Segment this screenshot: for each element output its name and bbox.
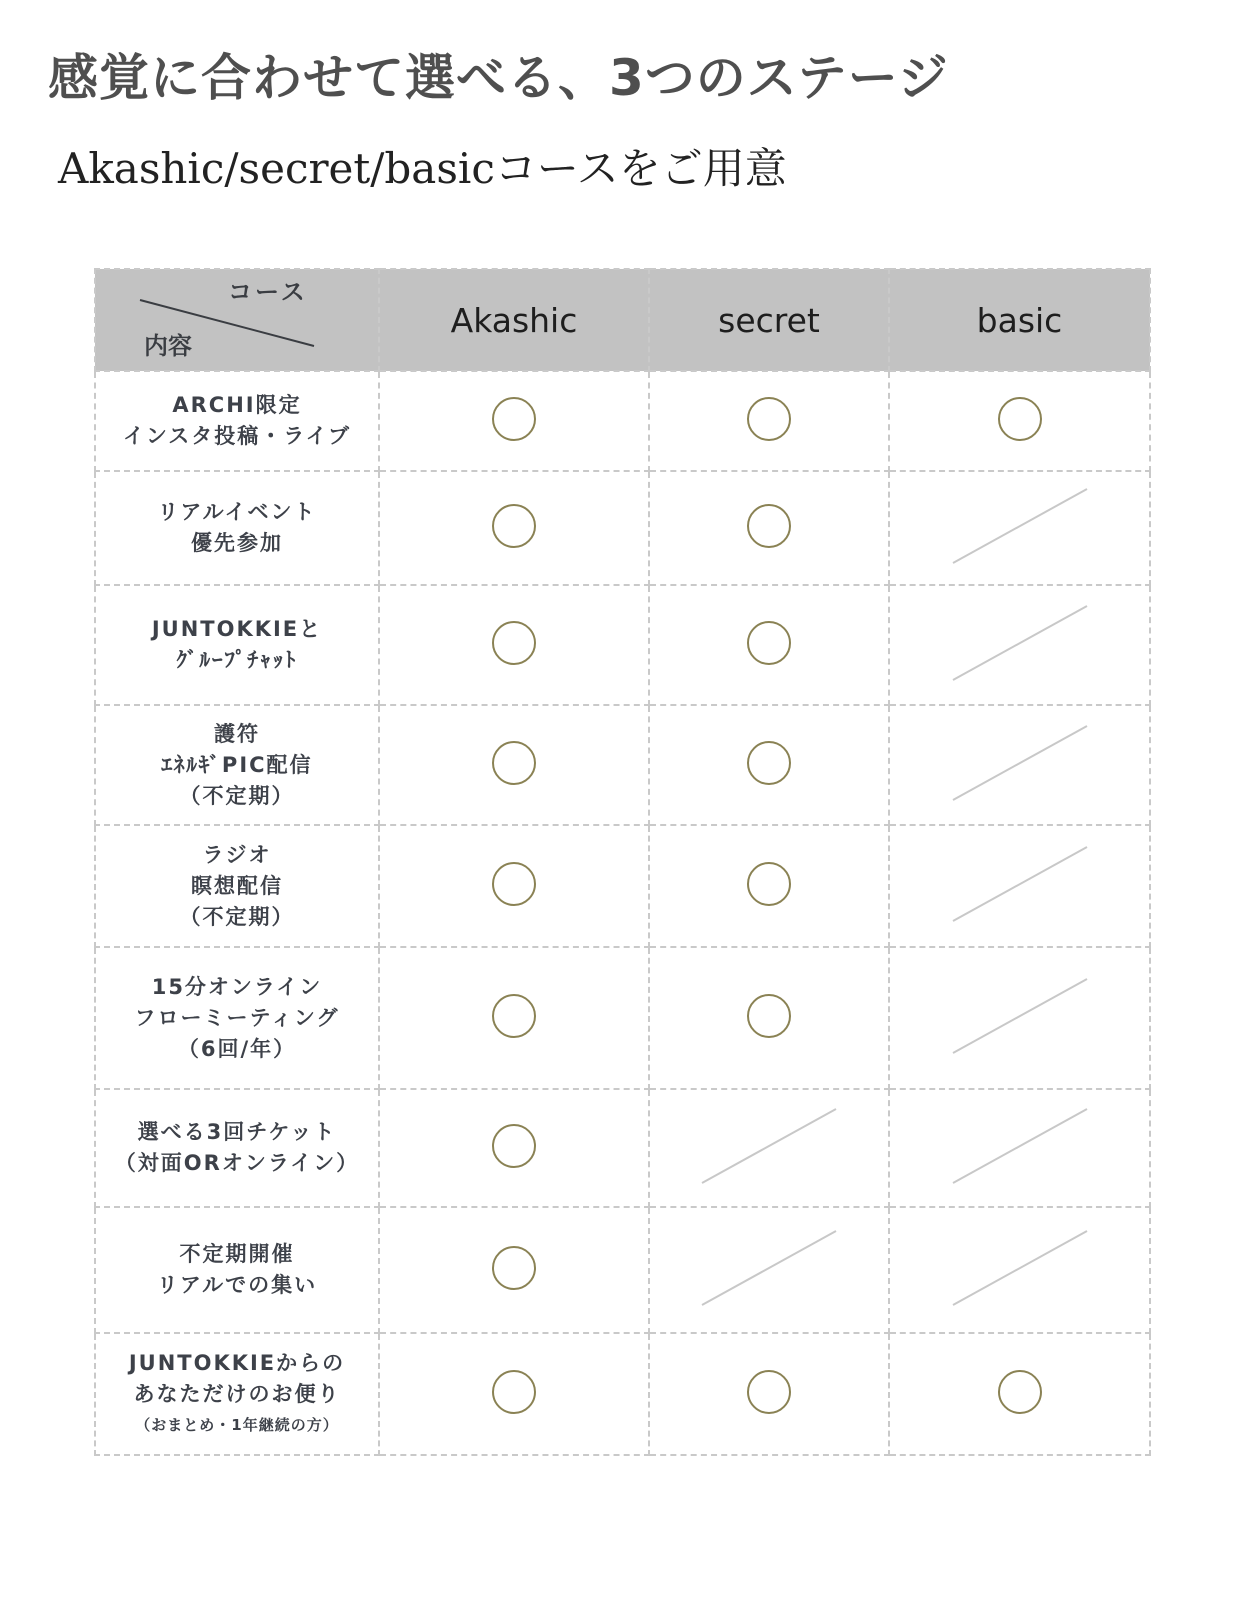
mark-cell-basic — [889, 1333, 1150, 1455]
included-circle-icon — [998, 397, 1042, 441]
mark-cell-secret — [649, 471, 889, 585]
not-included-slash-icon — [945, 481, 1095, 571]
included-circle-icon — [492, 504, 536, 548]
feature-label-cell — [95, 1089, 379, 1207]
included-circle-icon — [492, 1246, 536, 1290]
included-circle-icon — [492, 1370, 536, 1414]
included-circle-icon — [747, 397, 791, 441]
mark-cell-secret — [649, 705, 889, 825]
column-header-basic: basic — [889, 269, 1150, 371]
mark-cell-basic — [889, 471, 1150, 585]
feature-label-line: （6回/年） — [177, 1036, 297, 1061]
mark-cell-akashic — [379, 825, 649, 947]
feature-label-line: ｸﾞﾙｰﾌﾟﾁｬｯﾄ — [176, 648, 298, 672]
included-circle-icon — [492, 862, 536, 906]
mark-cell-akashic — [379, 1333, 649, 1455]
table-row — [95, 1089, 1150, 1207]
not-included-slash-icon — [945, 718, 1095, 808]
mark-cell-secret — [649, 585, 889, 705]
included-circle-icon — [492, 994, 536, 1038]
feature-label-line: 護符 — [214, 721, 260, 746]
feature-label-line: ラジオ — [202, 842, 272, 867]
corner-header-cell — [95, 269, 379, 371]
feature-label-line: JUNTOKKIEからの — [128, 1350, 346, 1375]
comparison-table-wrapper — [94, 268, 1149, 1456]
mark-cell-secret — [649, 825, 889, 947]
feature-label-line: 15分オンライン — [151, 974, 323, 999]
not-included-slash-icon — [694, 1223, 844, 1313]
included-circle-icon — [492, 741, 536, 785]
feature-label-cell — [95, 1207, 379, 1333]
feature-label-cell — [95, 471, 379, 585]
included-circle-icon — [492, 621, 536, 665]
feature-label-cell — [95, 825, 379, 947]
included-circle-icon — [747, 621, 791, 665]
page-subtitle: Akashic/secret/basicコースをご用意 — [58, 144, 787, 193]
mark-cell-secret — [649, 1207, 889, 1333]
table-row — [95, 1333, 1150, 1455]
feature-label-line: 選べる3回チケット — [137, 1120, 337, 1144]
mark-cell-basic — [889, 585, 1150, 705]
included-circle-icon — [492, 1124, 536, 1168]
mark-cell-akashic — [379, 1089, 649, 1207]
not-included-slash-icon — [945, 839, 1095, 929]
feature-label-line: （不定期） — [179, 904, 295, 929]
table-row — [95, 471, 1150, 585]
table-row — [95, 371, 1150, 471]
feature-label-line: インスタ投稿・ライブ — [122, 424, 352, 448]
course-comparison-table — [94, 268, 1151, 1456]
table-row — [95, 1207, 1150, 1333]
table-body — [95, 371, 1150, 1455]
mark-cell-akashic — [379, 585, 649, 705]
included-circle-icon — [747, 994, 791, 1038]
table-row — [95, 825, 1150, 947]
table-header-row — [95, 269, 1150, 371]
feature-label-cell — [95, 371, 379, 471]
not-included-slash-icon — [945, 598, 1095, 688]
page-title: 感覚に合わせて選べる、3つのステージ — [48, 49, 949, 107]
table-row — [95, 705, 1150, 825]
column-header-secret: secret — [649, 269, 889, 371]
feature-label-line: フローミーティング — [134, 1005, 340, 1030]
mark-cell-akashic — [379, 471, 649, 585]
included-circle-icon — [998, 1370, 1042, 1414]
mark-cell-basic — [889, 947, 1150, 1089]
mark-cell-basic — [889, 825, 1150, 947]
included-circle-icon — [747, 741, 791, 785]
corner-course-label: コース — [228, 278, 308, 306]
mark-cell-akashic — [379, 705, 649, 825]
not-included-slash-icon — [694, 1101, 844, 1191]
feature-label-line: 瞑想配信 — [191, 873, 283, 898]
feature-label-line: 優先参加 — [191, 531, 283, 555]
feature-label-line: ARCHI限定 — [172, 393, 302, 417]
mark-cell-basic — [889, 1089, 1150, 1207]
mark-cell-akashic — [379, 371, 649, 471]
table-row — [95, 585, 1150, 705]
not-included-slash-icon — [945, 1101, 1095, 1191]
feature-label-line: 不定期開催 — [179, 1242, 295, 1266]
feature-label-line: ｴﾈﾙｷﾞPIC配信 — [161, 752, 313, 777]
mark-cell-secret — [649, 1333, 889, 1455]
feature-label-cell — [95, 705, 379, 825]
feature-label-line: （不定期） — [179, 783, 295, 808]
mark-cell-akashic — [379, 1207, 649, 1333]
feature-label-cell — [95, 947, 379, 1089]
mark-cell-basic — [889, 1207, 1150, 1333]
included-circle-icon — [492, 397, 536, 441]
mark-cell-akashic — [379, 947, 649, 1089]
mark-cell-secret — [649, 1089, 889, 1207]
included-circle-icon — [747, 504, 791, 548]
mark-cell-secret — [649, 947, 889, 1089]
feature-label-note: （おまとめ・1年継続の方） — [135, 1415, 339, 1434]
feature-label-line: （対面ORオンライン） — [114, 1151, 360, 1175]
included-circle-icon — [747, 862, 791, 906]
not-included-slash-icon — [945, 1223, 1095, 1313]
corner-content-label: 内容 — [144, 332, 192, 360]
feature-label-cell — [95, 1333, 379, 1455]
included-circle-icon — [747, 1370, 791, 1414]
mark-cell-basic — [889, 371, 1150, 471]
feature-label-line: リアルイベント — [157, 500, 317, 524]
column-header-akashic: Akashic — [379, 269, 649, 371]
mark-cell-secret — [649, 371, 889, 471]
feature-label-line: リアルでの集い — [156, 1273, 318, 1297]
feature-label-line: あなただけのお便り — [133, 1381, 341, 1406]
feature-label-cell — [95, 585, 379, 705]
not-included-slash-icon — [945, 971, 1095, 1061]
feature-label-line: JUNTOKKIEと — [151, 617, 323, 641]
mark-cell-basic — [889, 705, 1150, 825]
table-row — [95, 947, 1150, 1089]
